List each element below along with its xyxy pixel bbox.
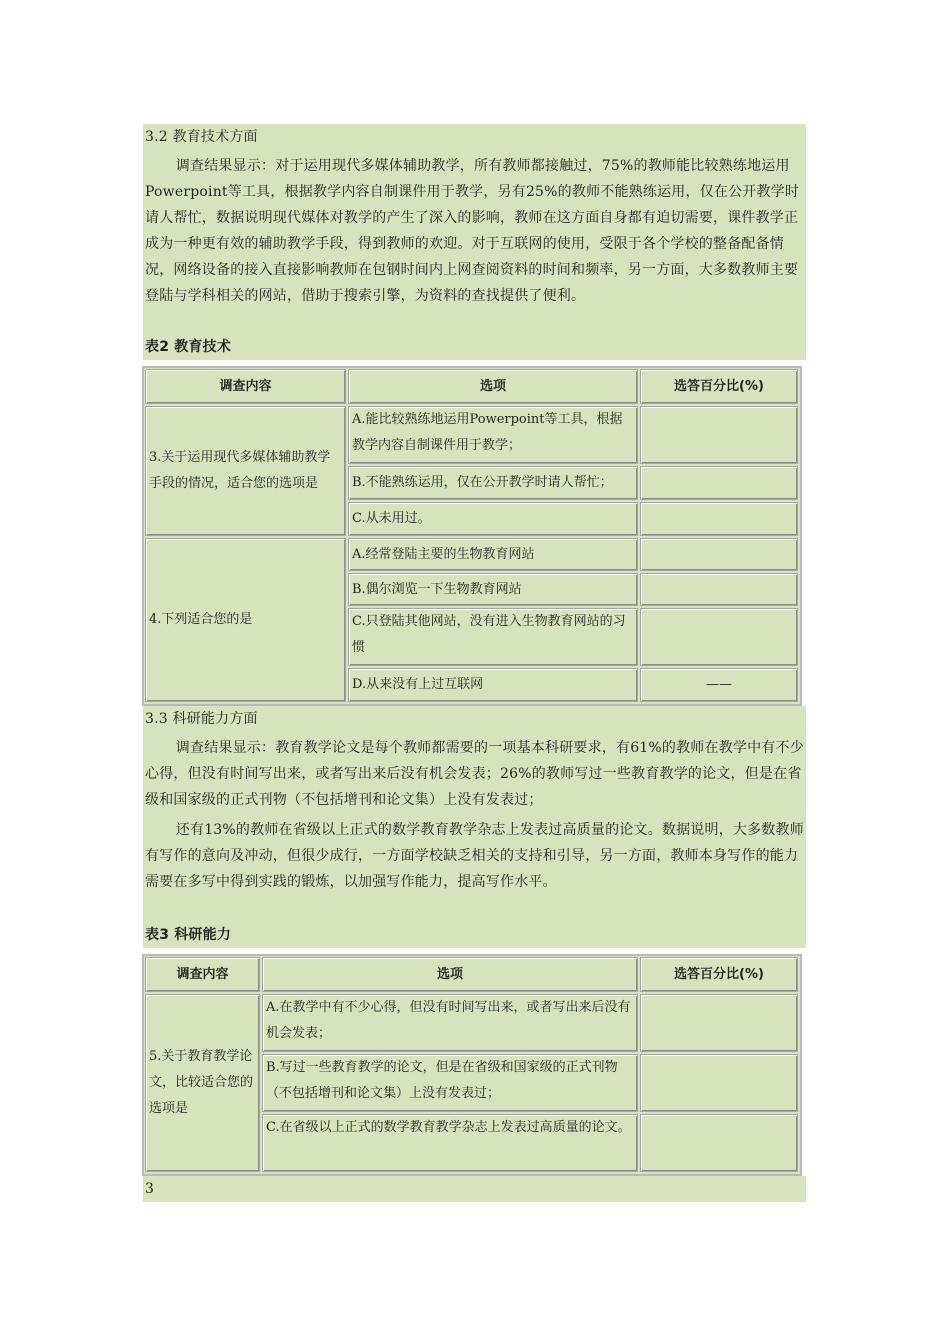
table-header-cell: 调查内容 — [145, 369, 346, 404]
percent-cell — [640, 994, 798, 1052]
percent-cell — [640, 538, 798, 571]
table-education-technology — [142, 366, 802, 706]
table-header-cell: 调查内容 — [145, 957, 260, 992]
percent-cell — [640, 1114, 798, 1172]
option-cell: C.只登陆其他网站，没有进入生物教育网站的习惯 — [348, 608, 638, 666]
percent-cell — [640, 502, 798, 536]
paragraph: 调查结果显示：对于运用现代多媒体辅助教学，所有教师都接触过，75%的教师能比较熟练地运用Powerpoint等工具，根据教学内容自制课件用于教学，另有25%的教师不能熟练运用，仅在公开教学时请人帮忙，数据说明现代媒体对教学的产生了深入的影响，教师在这方面自身都有迫切需要，课件教学正成为一种更有效的辅助教学手段，得到教师的欢迎。对于互联网的使用，受限于各个学校的整备配备情况，网络设备的接入直接影响教师在包钢时间内上网查阅资料的时间和频率，另一方面，大多数教师主要登陆与学科相关的网站，借助于搜索引擎，为资料的查找提供了便利。 — [145, 158, 800, 304]
percent-cell — [640, 608, 798, 666]
table-caption: 表2 教育技术 — [145, 339, 232, 355]
option-cell: A.能比较熟练地运用Powerpoint等工具，根据教学内容自制课件用于教学； — [348, 406, 638, 464]
section-3-2 — [143, 124, 806, 360]
question-text: 3.关于运用现代多媒体辅助教学手段的情况，适合您的选项是 — [149, 450, 331, 491]
question-cell — [145, 994, 260, 1172]
percent-cell — [640, 573, 798, 606]
table-header-cell: 选项 — [262, 957, 638, 992]
section-3-3 — [143, 706, 806, 948]
question-cell — [145, 406, 346, 536]
option-cell: C.在省级以上正式的数学教育教学杂志上发表过高质量的论文。 — [262, 1114, 638, 1172]
option-cell: B.写过一些教育教学的论文，但是在省级和国家级的正式刊物（不包括增刊和论文集）上没有发表过； — [262, 1054, 638, 1112]
page-footer — [143, 1176, 806, 1202]
question-text: 4.下列适合您的是 — [149, 612, 253, 627]
percent-cell — [640, 1054, 798, 1112]
question-text: 5.关于教育教学论文，比较适合您的选项是 — [149, 1049, 254, 1116]
paragraph: 调查结果显示：教育教学论文是每个教师都需要的一项基本科研要求，有61%的教师在教学中有不少心得，但没有时间写出来，或者写出来后没有机会发表；26%的教师写过一些教育教学的论文，但是在省级和国家级的正式刊物（不包括增刊和论文集）上没有发表过； — [145, 740, 804, 808]
option-cell: B.偶尔浏览一下生物教育网站 — [348, 573, 638, 606]
option-cell: B.不能熟练运用，仅在公开教学时请人帮忙； — [348, 466, 638, 500]
table-caption: 表3 科研能力 — [145, 927, 232, 943]
section-heading: 3.3 科研能力方面 — [145, 711, 258, 727]
paragraph: 还有13%的教师在省级以上正式的数学教育教学杂志上发表过高质量的论文。数据说明，大多数教师有写作的意向及冲动，但很少成行，一方面学校缺乏相关的支持和引导，另一方面，教师本身写作的能力需要在多写中得到实践的锻炼，以加强写作能力，提高写作水平。 — [145, 822, 804, 890]
option-cell: A.在教学中有不少心得，但没有时间写出来，或者写出来后没有机会发表； — [262, 994, 638, 1052]
option-cell: A.经常登陆主要的生物教育网站 — [348, 538, 638, 571]
table-header-cell: 选答百分比(%) — [640, 957, 798, 992]
table-header-cell: 选项 — [348, 369, 638, 404]
percent-cell — [640, 466, 798, 500]
page-number: 3 — [145, 1181, 155, 1197]
percent-cell: —— — [640, 668, 798, 702]
section-heading: 3.2 教育技术方面 — [145, 129, 258, 145]
table-research-ability — [142, 954, 802, 1176]
option-cell: C.从未用过。 — [348, 502, 638, 536]
table-header-cell: 选答百分比(%) — [640, 369, 798, 404]
question-cell — [145, 538, 346, 702]
option-cell: D.从来没有上过互联网 — [348, 668, 638, 702]
percent-cell — [640, 406, 798, 464]
